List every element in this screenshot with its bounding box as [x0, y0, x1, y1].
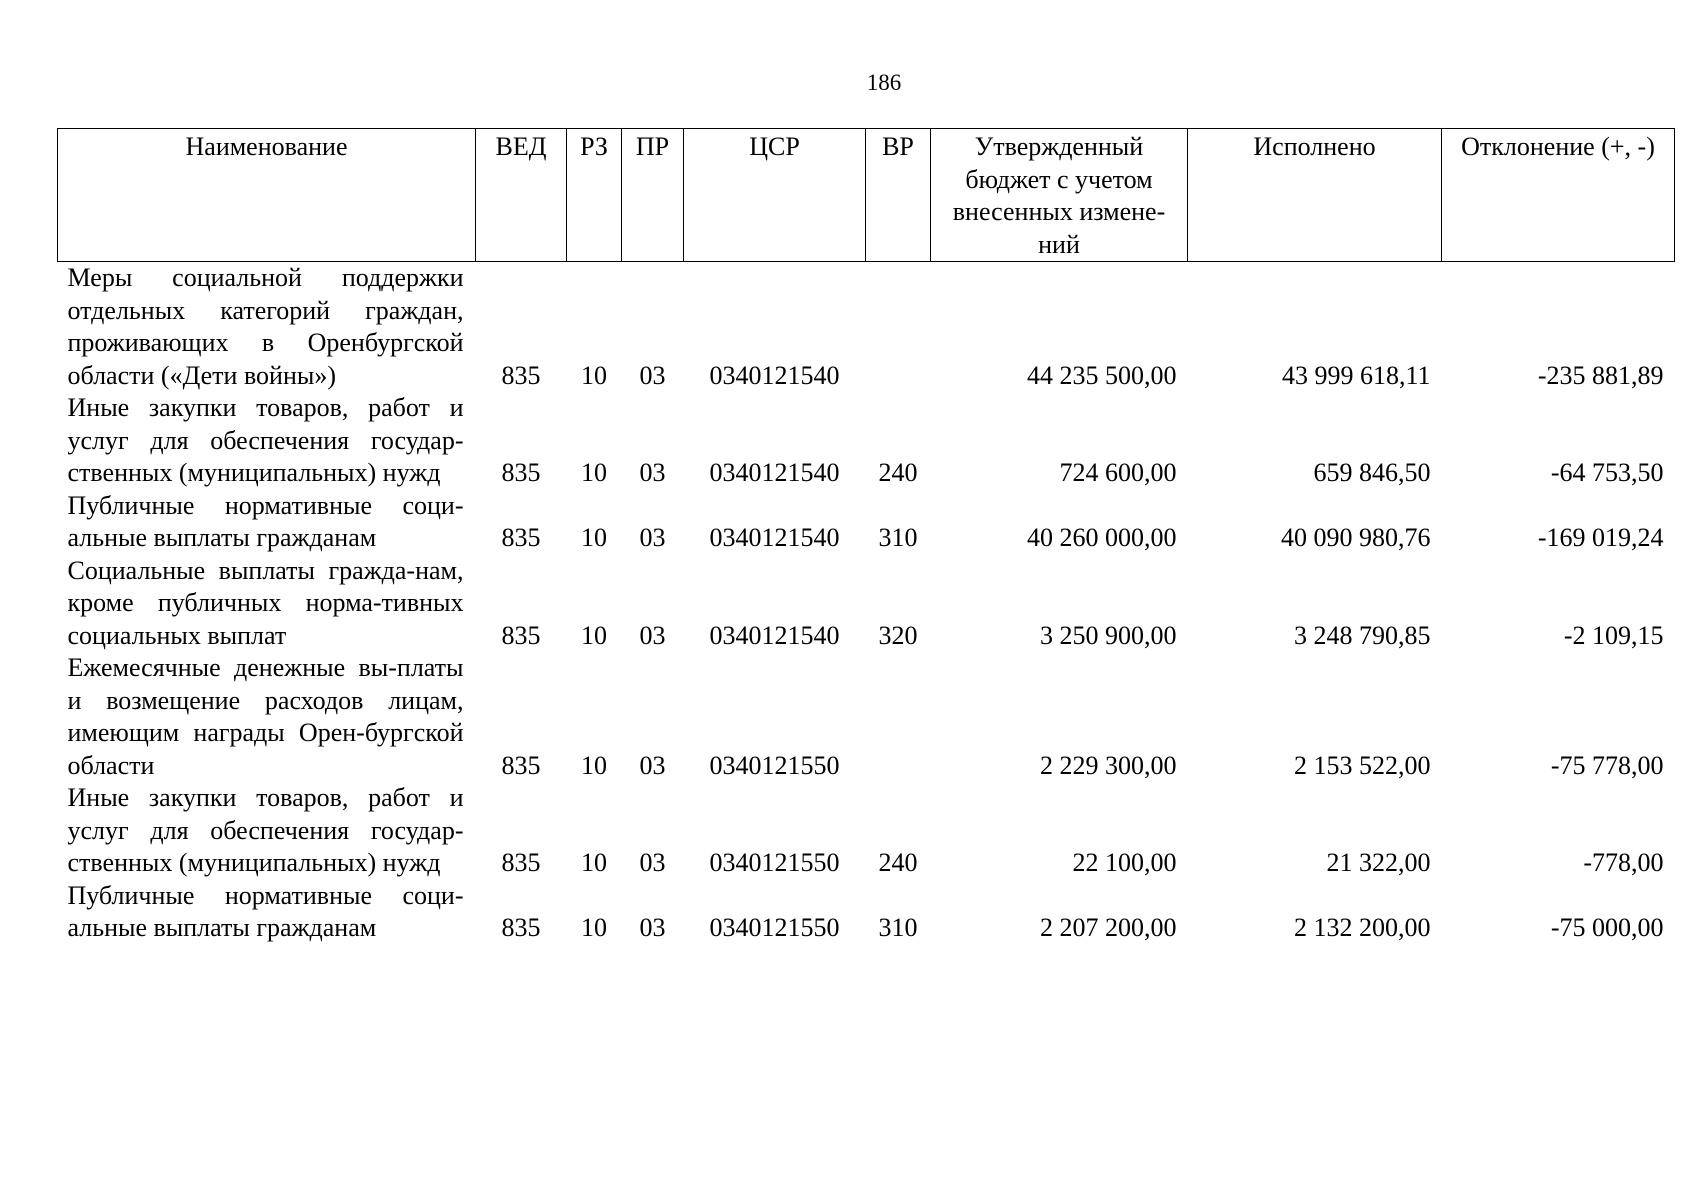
table-row — [58, 555, 1675, 653]
row-vr: 240 — [878, 848, 918, 877]
header-deviation: Отклонение (+, -) — [1442, 129, 1675, 262]
row-csr: 0340121540 — [709, 523, 840, 552]
row-approved: 44 235 500,00 — [1027, 360, 1177, 390]
row-rz: 10 — [581, 523, 607, 552]
row-csr: 0340121550 — [709, 913, 840, 942]
row-rz: 10 — [581, 458, 607, 487]
row-rz: 10 — [581, 913, 607, 942]
row-pr: 03 — [639, 848, 666, 877]
row-executed: 2 132 200,00 — [1294, 913, 1431, 942]
page-number: 186 — [866, 70, 902, 95]
row-deviation: -169 019,24 — [1537, 523, 1664, 552]
budget-table — [57, 128, 1675, 945]
row-ved: 835 — [501, 913, 541, 942]
row-vr — [866, 262, 931, 393]
row-approved: 2 229 300,00 — [1040, 750, 1177, 780]
row-deviation: -75 778,00 — [1550, 750, 1664, 780]
row-ved: 835 — [501, 620, 541, 650]
row-deviation: -75 000,00 — [1550, 913, 1664, 942]
row-approved: 40 260 000,00 — [1027, 523, 1177, 552]
row-csr: 0340121540 — [709, 458, 840, 487]
row-vr: 240 — [878, 458, 918, 487]
table-header — [58, 129, 1675, 262]
row-name: Социальные выплаты гражда-нам, кроме публичных норма-тивных социальных выплат — [67, 555, 464, 650]
row-pr: 03 — [639, 360, 666, 390]
row-approved: 724 600,00 — [1059, 458, 1177, 487]
header-name: Наименование — [58, 129, 476, 262]
row-name: Публичные нормативные соци-альные выплаты гражданам — [67, 490, 464, 552]
row-executed: 21 322,00 — [1326, 848, 1431, 877]
row-ved: 835 — [501, 848, 541, 877]
row-deviation: -778,00 — [1583, 848, 1664, 877]
row-pr: 03 — [639, 913, 666, 942]
row-rz: 10 — [581, 360, 607, 390]
row-pr: 03 — [639, 523, 666, 552]
row-rz: 10 — [581, 750, 607, 780]
header-ved: ВЕД — [476, 129, 567, 262]
table-row — [58, 880, 1675, 945]
row-pr: 03 — [639, 620, 666, 650]
header-rz: РЗ — [567, 129, 622, 262]
row-ved: 835 — [501, 360, 541, 390]
table-body — [58, 262, 1675, 945]
row-pr: 03 — [639, 458, 666, 487]
table-row — [58, 782, 1675, 880]
row-deviation: -2 109,15 — [1563, 620, 1664, 650]
row-executed: 40 090 980,76 — [1281, 523, 1431, 552]
row-approved: 22 100,00 — [1072, 848, 1177, 877]
row-approved: 2 207 200,00 — [1040, 913, 1177, 942]
row-deviation: -64 753,50 — [1550, 458, 1664, 487]
row-name: Иные закупки товаров, работ и услуг для обеспечения государ-ственных (муниципальных) нужд — [67, 783, 464, 877]
row-rz: 10 — [581, 620, 607, 650]
row-executed: 43 999 618,11 — [1281, 360, 1431, 390]
header-approved: Утвержденный бюджет с учетом внесенных измене-ний — [931, 129, 1188, 262]
row-executed: 659 846,50 — [1313, 458, 1431, 487]
table-row — [58, 490, 1675, 555]
row-vr: 310 — [878, 523, 918, 552]
row-name: Публичные нормативные соци-альные выплаты гражданам — [67, 880, 464, 942]
row-deviation: -235 881,89 — [1537, 360, 1664, 390]
row-vr — [866, 652, 931, 782]
header-executed: Исполнено — [1188, 129, 1442, 262]
row-vr: 320 — [878, 620, 918, 650]
row-ved: 835 — [501, 458, 541, 487]
row-csr: 0340121550 — [709, 848, 840, 877]
table-row — [58, 262, 1675, 393]
header-csr: ЦСР — [684, 129, 866, 262]
row-executed: 2 153 522,00 — [1294, 750, 1431, 780]
row-vr: 310 — [878, 913, 918, 942]
row-name: Иные закупки товаров, работ и услуг для обеспечения государ-ственных (муниципальных) нужд — [67, 393, 464, 487]
row-csr: 0340121550 — [709, 750, 840, 780]
row-approved: 3 250 900,00 — [1040, 620, 1177, 650]
row-executed: 3 248 790,85 — [1294, 620, 1431, 650]
row-name: Меры социальной поддержки отдельных категорий граждан, проживающих в Оренбургской области («Дети войны») — [67, 263, 464, 390]
row-name: Ежемесячные денежные вы-платы и возмещение расходов лицам, имеющим награды Орен-бургской области — [67, 653, 464, 780]
row-csr: 0340121540 — [709, 620, 840, 650]
row-ved: 835 — [501, 750, 541, 780]
row-csr: 0340121540 — [709, 360, 840, 390]
row-ved: 835 — [501, 523, 541, 552]
table-row — [58, 392, 1675, 490]
header-vr: ВР — [866, 129, 931, 262]
header-pr: ПР — [622, 129, 684, 262]
row-rz: 10 — [581, 848, 607, 877]
table-row — [58, 652, 1675, 782]
row-pr: 03 — [639, 750, 666, 780]
